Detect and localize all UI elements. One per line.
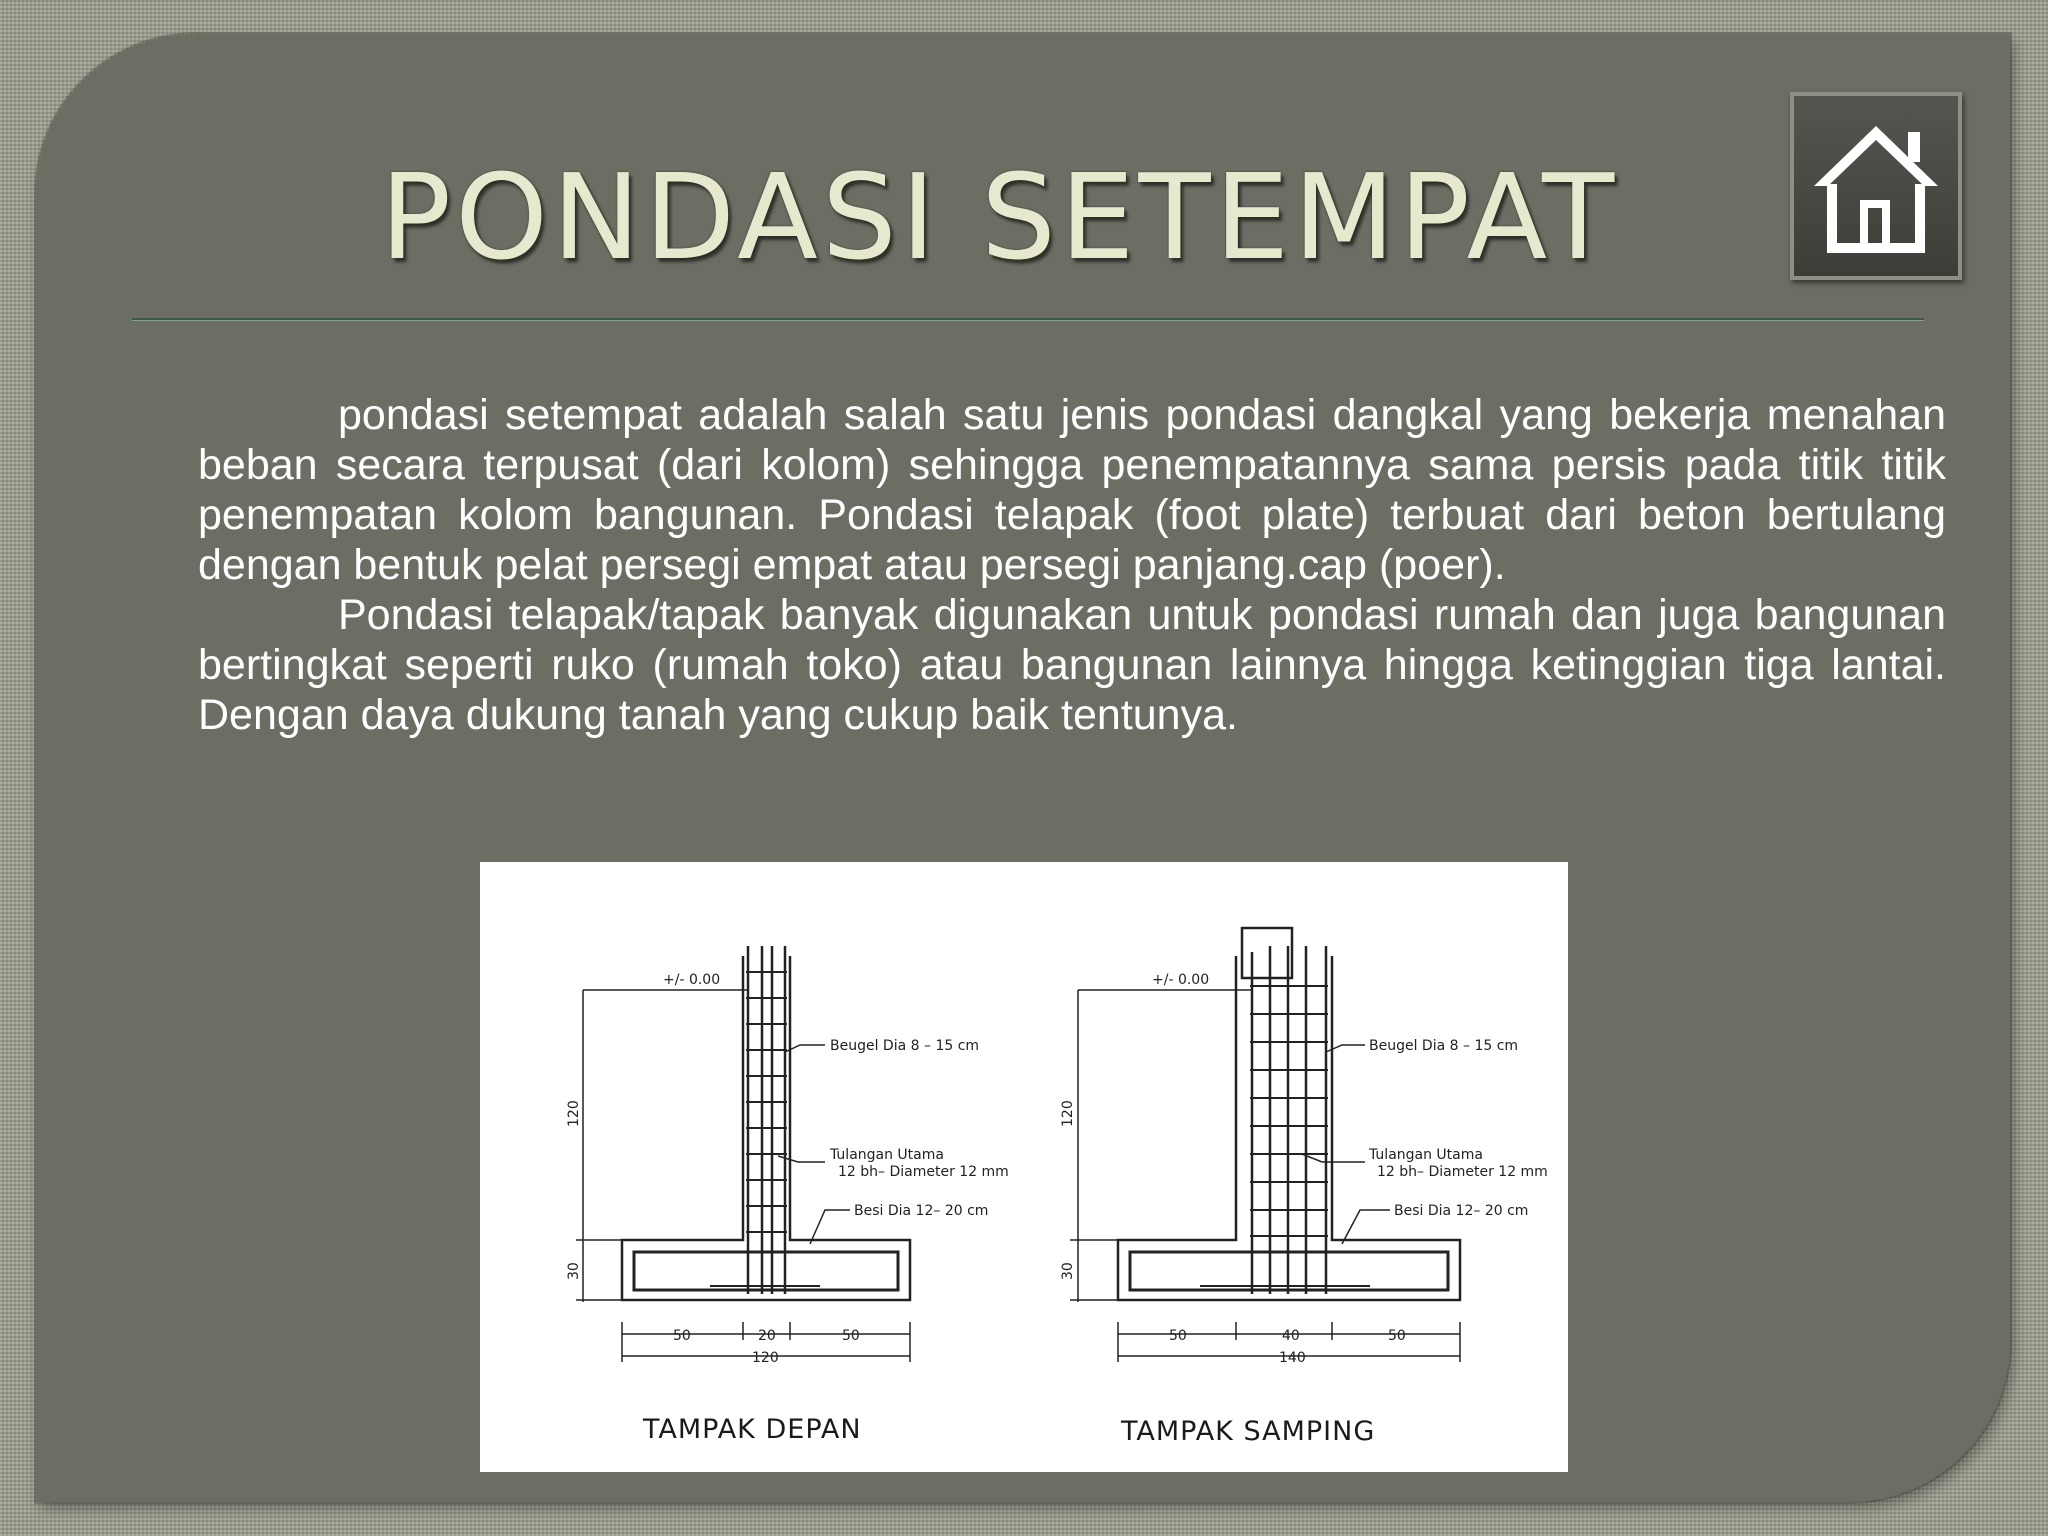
paragraph-2: Pondasi telapak/tapak banyak digunakan untuk pondasi rumah dan juga bangunan bertingkat seperti ruko (rumah toko) atau bangunan lainnya hingga ketinggian tiga lantai. Dengan daya dukung tanah yang cukup baik tentunya.: [198, 591, 1946, 739]
front-tulangan-label: Tulangan Utama: [830, 1147, 944, 1163]
front-besi-label: Besi Dia 12– 20 cm: [854, 1203, 989, 1219]
home-icon: [1808, 118, 1944, 254]
front-dim-left: 50: [673, 1328, 691, 1344]
front-dim-total: 120: [752, 1350, 779, 1366]
front-view-caption: TAMPAK DEPAN: [643, 1414, 862, 1445]
paragraph-1: pondasi setempat adalah salah satu jenis pondasi dangkal yang bekerja menahan beban secara terpusat (dari kolom) sehingga penempatannya sama persis pada titik titik penempatan kolom bangunan. Pondasi telapak (foot plate) terbuat dari beton bertulang dengan bentuk pelat persegi empat atau persegi panjang.cap (poer).: [198, 391, 1946, 589]
side-besi-label: Besi Dia 12– 20 cm: [1394, 1203, 1529, 1219]
body-text: [198, 390, 1946, 740]
title-divider: [132, 318, 1924, 320]
side-height-column: 120: [1060, 1100, 1076, 1127]
side-view: [1070, 928, 1460, 1362]
side-dim-mid: 40: [1282, 1328, 1300, 1344]
side-level-label: +/- 0.00: [1152, 972, 1210, 988]
side-dim-total: 140: [1279, 1350, 1306, 1366]
foundation-drawing: [480, 862, 1568, 1472]
front-level-label: +/- 0.00: [663, 972, 721, 988]
side-height-footing: 30: [1060, 1262, 1076, 1280]
side-view-caption: TAMPAK SAMPING: [1121, 1416, 1376, 1447]
front-height-column: 120: [566, 1100, 582, 1127]
side-beugel-label: Beugel Dia 8 – 15 cm: [1369, 1038, 1519, 1054]
side-dim-right: 50: [1388, 1328, 1406, 1344]
front-dim-mid: 20: [758, 1328, 776, 1344]
page-title: PONDASI SETEMPAT: [380, 148, 1619, 286]
side-tulangan-detail: 12 bh– Diameter 12 mm: [1377, 1164, 1548, 1180]
front-height-footing: 30: [566, 1262, 582, 1280]
front-tulangan-detail: 12 bh– Diameter 12 mm: [838, 1164, 1009, 1180]
home-button[interactable]: [1790, 92, 1962, 280]
front-beugel-label: Beugel Dia 8 – 15 cm: [830, 1038, 980, 1054]
front-dim-right: 50: [842, 1328, 860, 1344]
side-dim-left: 50: [1169, 1328, 1187, 1344]
side-tulangan-label: Tulangan Utama: [1369, 1147, 1483, 1163]
